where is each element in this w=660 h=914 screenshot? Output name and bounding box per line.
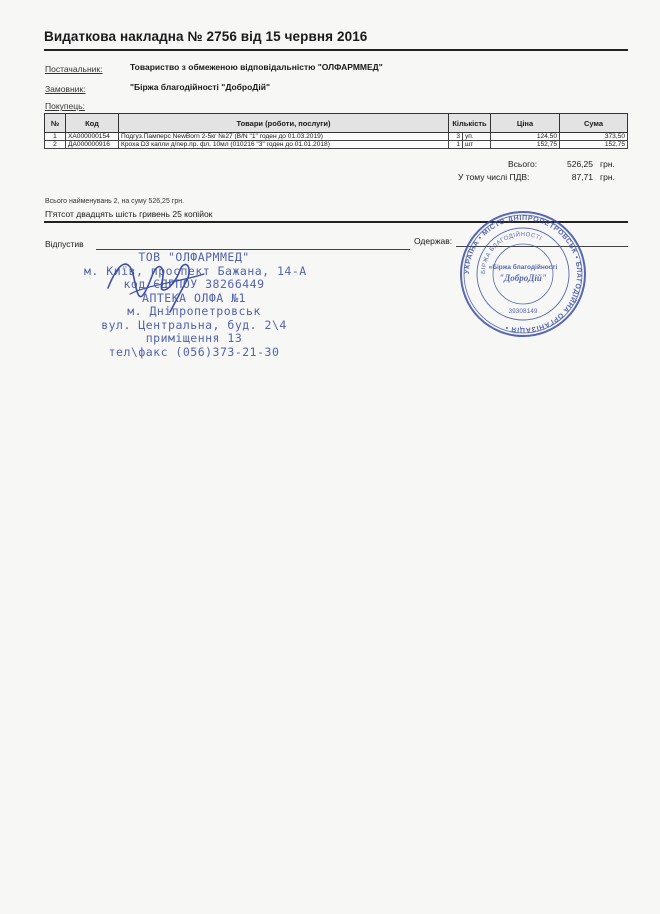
round-seal-stamp xyxy=(458,209,588,339)
stamp-line: м. Дніпропетровськ xyxy=(127,304,261,318)
invoice-title: Видаткова накладна № 2756 від 15 червня 2016 xyxy=(44,29,368,44)
row-code: ХА000000154 xyxy=(66,133,119,141)
total-value: 526,25 xyxy=(567,159,593,169)
stamp-line: вул. Центральна, буд. 2\4 xyxy=(101,317,287,332)
seal-code: 39308149 xyxy=(508,308,538,315)
title-underline xyxy=(44,49,628,51)
table-header-row xyxy=(45,114,628,133)
table-row xyxy=(45,141,628,149)
handwritten-signature xyxy=(100,248,210,318)
row-qty: 1 xyxy=(449,141,463,149)
row-code: ДА000000916 xyxy=(66,141,119,149)
col-header-quantity: Кількість xyxy=(449,114,491,133)
col-header-goods: Товари (роботи, послуги) xyxy=(119,114,449,133)
row-unit: уп. xyxy=(463,133,491,141)
total-label: Всього: xyxy=(508,159,538,169)
supplier-label: Постачальник: xyxy=(45,64,103,74)
row-goods-name: Подгуз.Памперс NewBorn 2-5кг №27 (B/N "1" годен до 01.03.2019) xyxy=(119,133,449,141)
seal-inner-text: БІРЖА БЛАГОДІЙНОСТІ xyxy=(480,231,543,275)
row-price: 124,50 xyxy=(491,133,560,141)
seal-center-line1: «Біржа благодійності xyxy=(488,264,558,271)
stamp-line: код ЄДРПОУ 38266449 xyxy=(123,277,265,291)
items-table xyxy=(44,113,628,149)
col-header-sum: Сума xyxy=(560,114,628,133)
row-goods-name: Кроха D3 капли д/пер.пр. фл. 10мл (010216 "3" годен до 01.01.2018) xyxy=(119,141,449,149)
amount-in-words: П'ятсот двадцять шість гривень 25 копійок xyxy=(45,209,213,219)
customer-value: "Біржа благодійності "ДоброДій" xyxy=(130,82,270,92)
stamp-line: м. Київ, проспект Бажана, 14-А xyxy=(84,263,307,278)
released-by-label: Відпустив xyxy=(45,239,84,249)
stamp-line: АПТЕКА ОЛФА №1 xyxy=(142,290,246,305)
stamp-line: ТОВ "ОЛФАРММЕД" xyxy=(138,250,250,264)
row-unit: шт xyxy=(463,141,491,149)
row-price: 152,75 xyxy=(491,141,560,149)
customer-label: Замовник: xyxy=(45,84,86,94)
stamp-line: приміщення 13 xyxy=(145,331,243,345)
row-sum: 373,50 xyxy=(560,133,628,141)
vat-label: У тому числі ПДВ: xyxy=(458,172,530,182)
buyer-label: Покупець: xyxy=(45,101,85,111)
seal-outer-text: УКРАЇНА • МІСТО ДНІПРОПЕТРОВСЬК • БЛАГОДІЙНА ОРГАНІЗАЦІЯ • xyxy=(463,214,583,334)
row-sum: 152,75 xyxy=(560,141,628,149)
col-header-code: Код xyxy=(66,114,119,133)
table-row xyxy=(45,133,628,141)
supplier-value: Товариство з обмеженою відповідальністю "ОЛФАРММЕД" xyxy=(130,62,383,72)
row-number: 2 xyxy=(45,141,66,149)
seal-center-line2: "ДоброДій" xyxy=(499,273,547,283)
row-qty: 3 xyxy=(449,133,463,141)
stamp-line: тел\факс (056)373-21-30 xyxy=(108,344,280,359)
total-currency: грн. xyxy=(600,159,615,169)
row-number: 1 xyxy=(45,133,66,141)
received-by-label: Одержав: xyxy=(414,236,453,246)
col-header-number: № xyxy=(45,114,66,133)
vat-value: 87,71 xyxy=(571,172,593,182)
vat-currency: грн. xyxy=(600,172,615,182)
col-header-price: Ціна xyxy=(491,114,560,133)
items-count-line: Всього найменувань 2, на суму 526,25 грн. xyxy=(45,198,185,205)
